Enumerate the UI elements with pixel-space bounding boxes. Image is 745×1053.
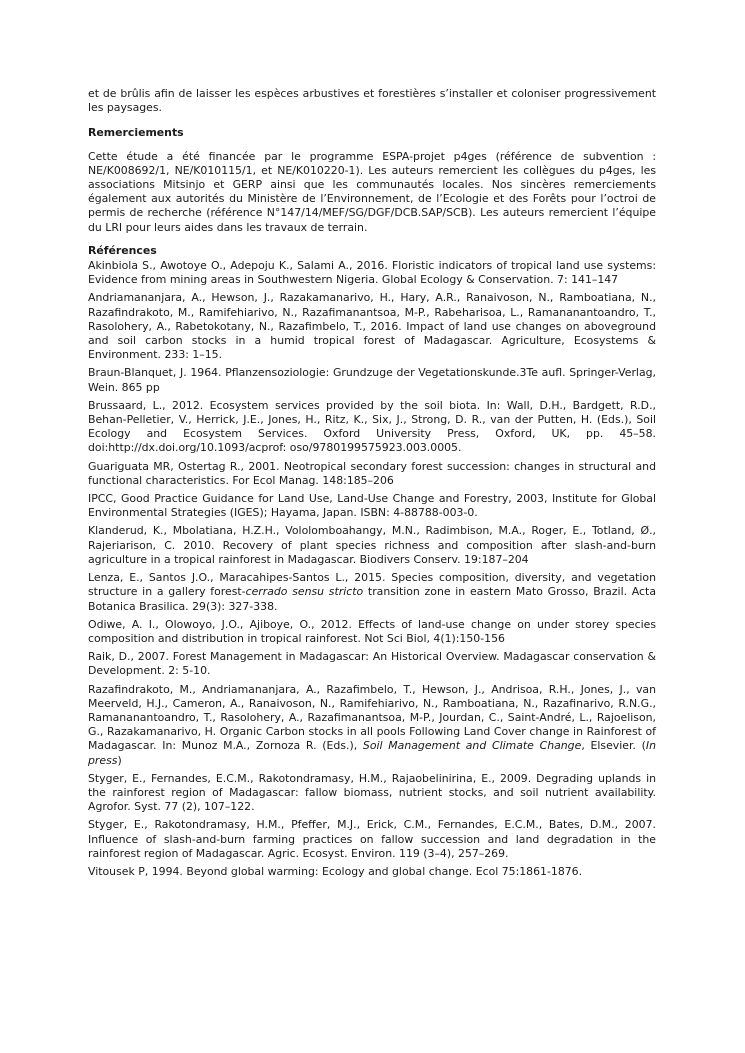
reference-list: [88, 259, 656, 879]
reference-item: Vitousek P, 1994. Beyond global warming: Ecology and global change. Ecol 75:1861-1876.: [88, 864, 583, 878]
reference-italic-title: cerrado sensu stricto: [245, 585, 364, 599]
reference-item: Klanderud, K., Mbolatiana, H.Z.H., Vololomboahangy, M.N., Radimbison, M.A., Roger, E., Totland, Ø., Rajeriarison, C. 2010. Recovery of plant species richness and composition after slash-and-burn agriculture in a tropical rainforest in Madagascar. Biodivers Conserv. 19:187–204: [88, 524, 656, 566]
reference-item: Andriamananjara, A., Hewson, J., Razakamanarivo, H., Hary, A.R., Ranaivoson, N., Ramboatiana, N., Razafindrakoto, M., Ramifehiarivo, N., Razafimanantsoa, M-P., Rabeharisoa, L., Ramananantoandro, T., Rasolohery, A., Rabetokotany, N., Razafimbelo, T., 2016. Impact of land use changes on aboveground and soil carbon stocks in a humid tropical forest of Madagascar. Agriculture, Ecosystems & Environment. 233: 1–15.: [88, 291, 656, 362]
reference-italic-title: Soil Management and Climate Change: [362, 739, 582, 753]
reference-item: Akinbiola S., Awotoye O., Adepoju K., Salami A., 2016. Floristic indicators of tropical land use systems: Evidence from mining areas in Southwestern Nigeria. Global Ecology & Conservation. 7: 141–147: [88, 259, 656, 287]
reference-item: IPCC, Good Practice Guidance for Land Use, Land-Use Change and Forestry, 2003, Institute for Global Environmental Strategies (IGES); Hayama, Japan. ISBN: 4-88788-003-0.: [88, 492, 656, 520]
reference-item: Lenza, E., Santos J.O., Maracahipes-Santos L., 2015. Species composition, diversity, and vegetation structure in a gallery forest-cerrado sensu stricto transition zone in eastern Mato Grosso, Brazil. Acta Botanica Brasilica. 29(3): 327-338.: [88, 571, 656, 613]
reference-item: Raik, D., 2007. Forest Management in Madagascar: An Historical Overview. Madagascar conservation & Development. 2: 5-10.: [88, 650, 656, 678]
reference-item: Styger, E., Rakotondramasy, H.M., Pfeffer, M.J., Erick, C.M., Fernandes, E.C.M., Bates, D.M., 2007. Influence of slash-and-burn farming practices on fallow succession and land degradation in the rainforest region of Madagascar. Agric. Ecosyst. Environ. 119 (3–4), 257–269.: [88, 818, 656, 860]
reference-item: Styger, E., Fernandes, E.C.M., Rakotondramasy, H.M., Rajaobelinirina, E., 2009. Degrading uplands in the rainforest region of Madagascar: fallow biomass, nutrient stocks, and soil nutrient availability. Agrofor. Syst. 77 (2), 107–122.: [88, 771, 656, 814]
reference-item: Razafindrakoto, M., Andriamananjara, A., Razafimbelo, T., Hewson, J., Andrisoa, R.H., Jones, J., van Meerveld, H.J., Cameron, A., Ranaivoson, N., Ramifehiarivo, N., Ramboatiana, N., Razafinarivo, R.N.G., Ramananantoandro, T., Rasolohery, A., Razafimanantsoa, M-P., Jourdan, C., Saint-André, L., Rajoelison, G., Razakamanarivo, H. Organic Carbon stocks in all pools Following Land Cover change in Rainforest of Madagascar. In: Munoz M.A., Zornoza R. (Eds.), Soil Management and Climate Change, Elsevier. (In press): [88, 682, 656, 767]
reference-item: Brussaard, L., 2012. Ecosystem services provided by the soil biota. In: Wall, D.H., Bardgett, R.D., Behan-Pelletier, V., Herrick, J.E., Jones, H., Ritz, K., Six, J., Strong, D. R., van der Putten, H. (Eds.), Soil Ecology and Ecosystem Services. Oxford University Press, Oxford, UK, pp. 45–58. doi:http://dx.doi.org/10.1093/acprof: oso/9780199575923.003.0005.: [88, 398, 656, 455]
document-page: [88, 87, 656, 879]
reference-italic-status: In press: [88, 739, 656, 767]
intro-paragraph: et de brûlis afin de laisser les espèces arbustives et forestières s’installer et coloniser progressivement les paysages.: [88, 87, 656, 115]
acknowledgements-text: Cette étude a été financée par le programme ESPA-projet p4ges (référence de subvention : NE/K008692/1, NE/K010115/1, et NE/K010220-1). Les auteurs remercient les collègues du p4ges, les associations Mitsinjo et GERP ainsi que les communautés locales. Nos sincères remerciements également aux autorités du Ministère de l’Environnement, de l’Ecologie et des Forêts pour l’octroi de permis de recherche (référence N°147/14/MEF/SG/DGF/DCB.SAP/SCB). Les auteurs remercient l’équipe du LRI pour leurs aides dans les travaux de terrain.: [88, 149, 656, 234]
reference-item: Odiwe, A. I., Olowoyo, J.O., Ajiboye, O., 2012. Effects of land-use change on under storey species composition and distribution in tropical rainforest. Not Sci Biol, 4(1):150-156: [88, 617, 656, 645]
references-heading: Références: [88, 243, 157, 257]
reference-item: Guariguata MR, Ostertag R., 2001. Neotropical secondary forest succession: changes in structural and functional characteristics. For Ecol Manag. 148:185–206: [88, 459, 656, 487]
reference-item: Braun-Blanquet, J. 1964. Pflanzensoziologie: Grundzuge der Vegetationskunde.3Te aufl. Springer-Verlag, Wein. 865 pp: [88, 366, 656, 394]
acknowledgements-heading: Remerciements: [88, 126, 184, 140]
